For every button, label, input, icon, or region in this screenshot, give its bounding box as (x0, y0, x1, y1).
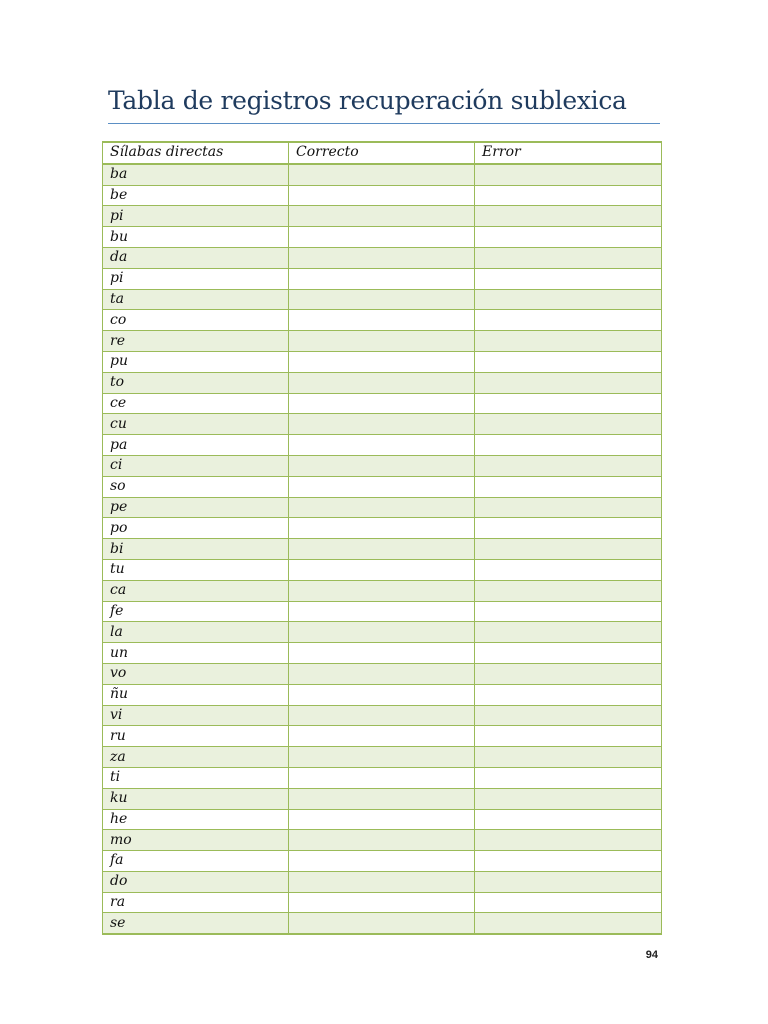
correct-cell[interactable] (289, 393, 475, 414)
error-cell[interactable] (475, 892, 662, 913)
error-cell[interactable] (475, 871, 662, 892)
syllable-cell: ce (103, 393, 289, 414)
table-row (103, 497, 662, 518)
error-cell[interactable] (475, 164, 662, 185)
syllable-cell: to (103, 372, 289, 393)
correct-cell[interactable] (289, 539, 475, 560)
table-row (103, 310, 662, 331)
table-row (103, 705, 662, 726)
syllable-cell: za (103, 747, 289, 768)
table-row (103, 871, 662, 892)
syllable-cell: do (103, 871, 289, 892)
error-cell[interactable] (475, 684, 662, 705)
syllable-cell: bu (103, 227, 289, 248)
page-number: 94 (645, 949, 658, 961)
syllable-cell: ba (103, 164, 289, 185)
error-cell[interactable] (475, 830, 662, 851)
correct-cell[interactable] (289, 435, 475, 456)
table-row (103, 580, 662, 601)
error-cell[interactable] (475, 185, 662, 206)
correct-cell[interactable] (289, 788, 475, 809)
title-divider (108, 123, 660, 124)
correct-cell[interactable] (289, 247, 475, 268)
error-cell[interactable] (475, 726, 662, 747)
table-row (103, 414, 662, 435)
table-row (103, 435, 662, 456)
syllable-cell: pu (103, 351, 289, 372)
error-cell[interactable] (475, 414, 662, 435)
syllable-cell: pi (103, 268, 289, 289)
correct-cell[interactable] (289, 663, 475, 684)
correct-cell[interactable] (289, 310, 475, 331)
table-row (103, 726, 662, 747)
syllable-cell: pa (103, 435, 289, 456)
table-row (103, 892, 662, 913)
error-cell[interactable] (475, 622, 662, 643)
syllable-cell: da (103, 247, 289, 268)
correct-cell[interactable] (289, 372, 475, 393)
correct-cell[interactable] (289, 289, 475, 310)
header-correct: Correcto (289, 142, 475, 164)
table-row (103, 622, 662, 643)
error-cell[interactable] (475, 310, 662, 331)
table-row (103, 247, 662, 268)
table-row (103, 351, 662, 372)
syllable-cell: ca (103, 580, 289, 601)
correct-cell[interactable] (289, 476, 475, 497)
table-row (103, 559, 662, 580)
correct-cell[interactable] (289, 580, 475, 601)
error-cell[interactable] (475, 247, 662, 268)
correct-cell[interactable] (289, 497, 475, 518)
error-cell[interactable] (475, 268, 662, 289)
syllable-cell: cu (103, 414, 289, 435)
error-cell[interactable] (475, 206, 662, 227)
error-cell[interactable] (475, 331, 662, 352)
error-cell[interactable] (475, 455, 662, 476)
error-cell[interactable] (475, 767, 662, 788)
correct-cell[interactable] (289, 227, 475, 248)
correct-cell[interactable] (289, 913, 475, 934)
table-row (103, 643, 662, 664)
correct-cell[interactable] (289, 351, 475, 372)
syllable-cell: ti (103, 767, 289, 788)
error-cell[interactable] (475, 601, 662, 622)
table-row (103, 185, 662, 206)
error-cell[interactable] (475, 393, 662, 414)
error-cell[interactable] (475, 559, 662, 580)
correct-cell[interactable] (289, 622, 475, 643)
syllable-cell: so (103, 476, 289, 497)
syllable-cell: ñu (103, 684, 289, 705)
page-title: Tabla de registros recuperación sublexica (108, 86, 627, 115)
error-cell[interactable] (475, 851, 662, 872)
table-row (103, 227, 662, 248)
correct-cell[interactable] (289, 518, 475, 539)
syllable-cell: ru (103, 726, 289, 747)
table-header-row (103, 142, 662, 164)
syllable-cell: he (103, 809, 289, 830)
table-row (103, 788, 662, 809)
correct-cell[interactable] (289, 726, 475, 747)
table-row (103, 455, 662, 476)
table-row (103, 518, 662, 539)
syllable-cell: mo (103, 830, 289, 851)
header-syllables: Sílabas directas (103, 142, 289, 164)
error-cell[interactable] (475, 663, 662, 684)
table-row (103, 747, 662, 768)
correct-cell[interactable] (289, 892, 475, 913)
error-cell[interactable] (475, 643, 662, 664)
correct-cell[interactable] (289, 809, 475, 830)
error-cell[interactable] (475, 705, 662, 726)
table-row (103, 601, 662, 622)
correct-cell[interactable] (289, 705, 475, 726)
error-cell[interactable] (475, 747, 662, 768)
table-row (103, 268, 662, 289)
syllable-cell: tu (103, 559, 289, 580)
error-cell[interactable] (475, 518, 662, 539)
syllable-cell: po (103, 518, 289, 539)
syllable-cell: vo (103, 663, 289, 684)
correct-cell[interactable] (289, 455, 475, 476)
syllable-record-table (102, 141, 662, 935)
correct-cell[interactable] (289, 871, 475, 892)
correct-cell[interactable] (289, 684, 475, 705)
error-cell[interactable] (475, 580, 662, 601)
table-row (103, 851, 662, 872)
table-row (103, 289, 662, 310)
table-row (103, 331, 662, 352)
correct-cell[interactable] (289, 643, 475, 664)
table-row (103, 206, 662, 227)
correct-cell[interactable] (289, 331, 475, 352)
correct-cell[interactable] (289, 559, 475, 580)
syllable-cell: fe (103, 601, 289, 622)
syllable-cell: ci (103, 455, 289, 476)
correct-cell[interactable] (289, 414, 475, 435)
error-cell[interactable] (475, 476, 662, 497)
correct-cell[interactable] (289, 185, 475, 206)
table-body (103, 142, 662, 934)
table-row (103, 684, 662, 705)
error-cell[interactable] (475, 539, 662, 560)
error-cell[interactable] (475, 809, 662, 830)
table-row (103, 164, 662, 185)
table-row (103, 767, 662, 788)
syllable-cell: bi (103, 539, 289, 560)
syllable-cell: ku (103, 788, 289, 809)
syllable-cell: pi (103, 206, 289, 227)
header-error: Error (475, 142, 662, 164)
error-cell[interactable] (475, 227, 662, 248)
syllable-cell: la (103, 622, 289, 643)
table-row (103, 476, 662, 497)
syllable-cell: vi (103, 705, 289, 726)
correct-cell[interactable] (289, 830, 475, 851)
error-cell[interactable] (475, 372, 662, 393)
correct-cell[interactable] (289, 268, 475, 289)
error-cell[interactable] (475, 435, 662, 456)
table-row (103, 913, 662, 934)
error-cell[interactable] (475, 351, 662, 372)
table-row (103, 539, 662, 560)
correct-cell[interactable] (289, 206, 475, 227)
syllable-cell: co (103, 310, 289, 331)
error-cell[interactable] (475, 289, 662, 310)
table-row (103, 372, 662, 393)
table-row (103, 830, 662, 851)
error-cell[interactable] (475, 497, 662, 518)
syllable-cell: se (103, 913, 289, 934)
correct-cell[interactable] (289, 747, 475, 768)
syllable-cell: ra (103, 892, 289, 913)
correct-cell[interactable] (289, 164, 475, 185)
error-cell[interactable] (475, 788, 662, 809)
syllable-cell: fa (103, 851, 289, 872)
correct-cell[interactable] (289, 851, 475, 872)
correct-cell[interactable] (289, 601, 475, 622)
correct-cell[interactable] (289, 767, 475, 788)
error-cell[interactable] (475, 913, 662, 934)
syllable-cell: pe (103, 497, 289, 518)
syllable-cell: re (103, 331, 289, 352)
syllable-cell: be (103, 185, 289, 206)
table-row (103, 663, 662, 684)
syllable-cell: un (103, 643, 289, 664)
syllable-cell: ta (103, 289, 289, 310)
table-row (103, 393, 662, 414)
table-row (103, 809, 662, 830)
